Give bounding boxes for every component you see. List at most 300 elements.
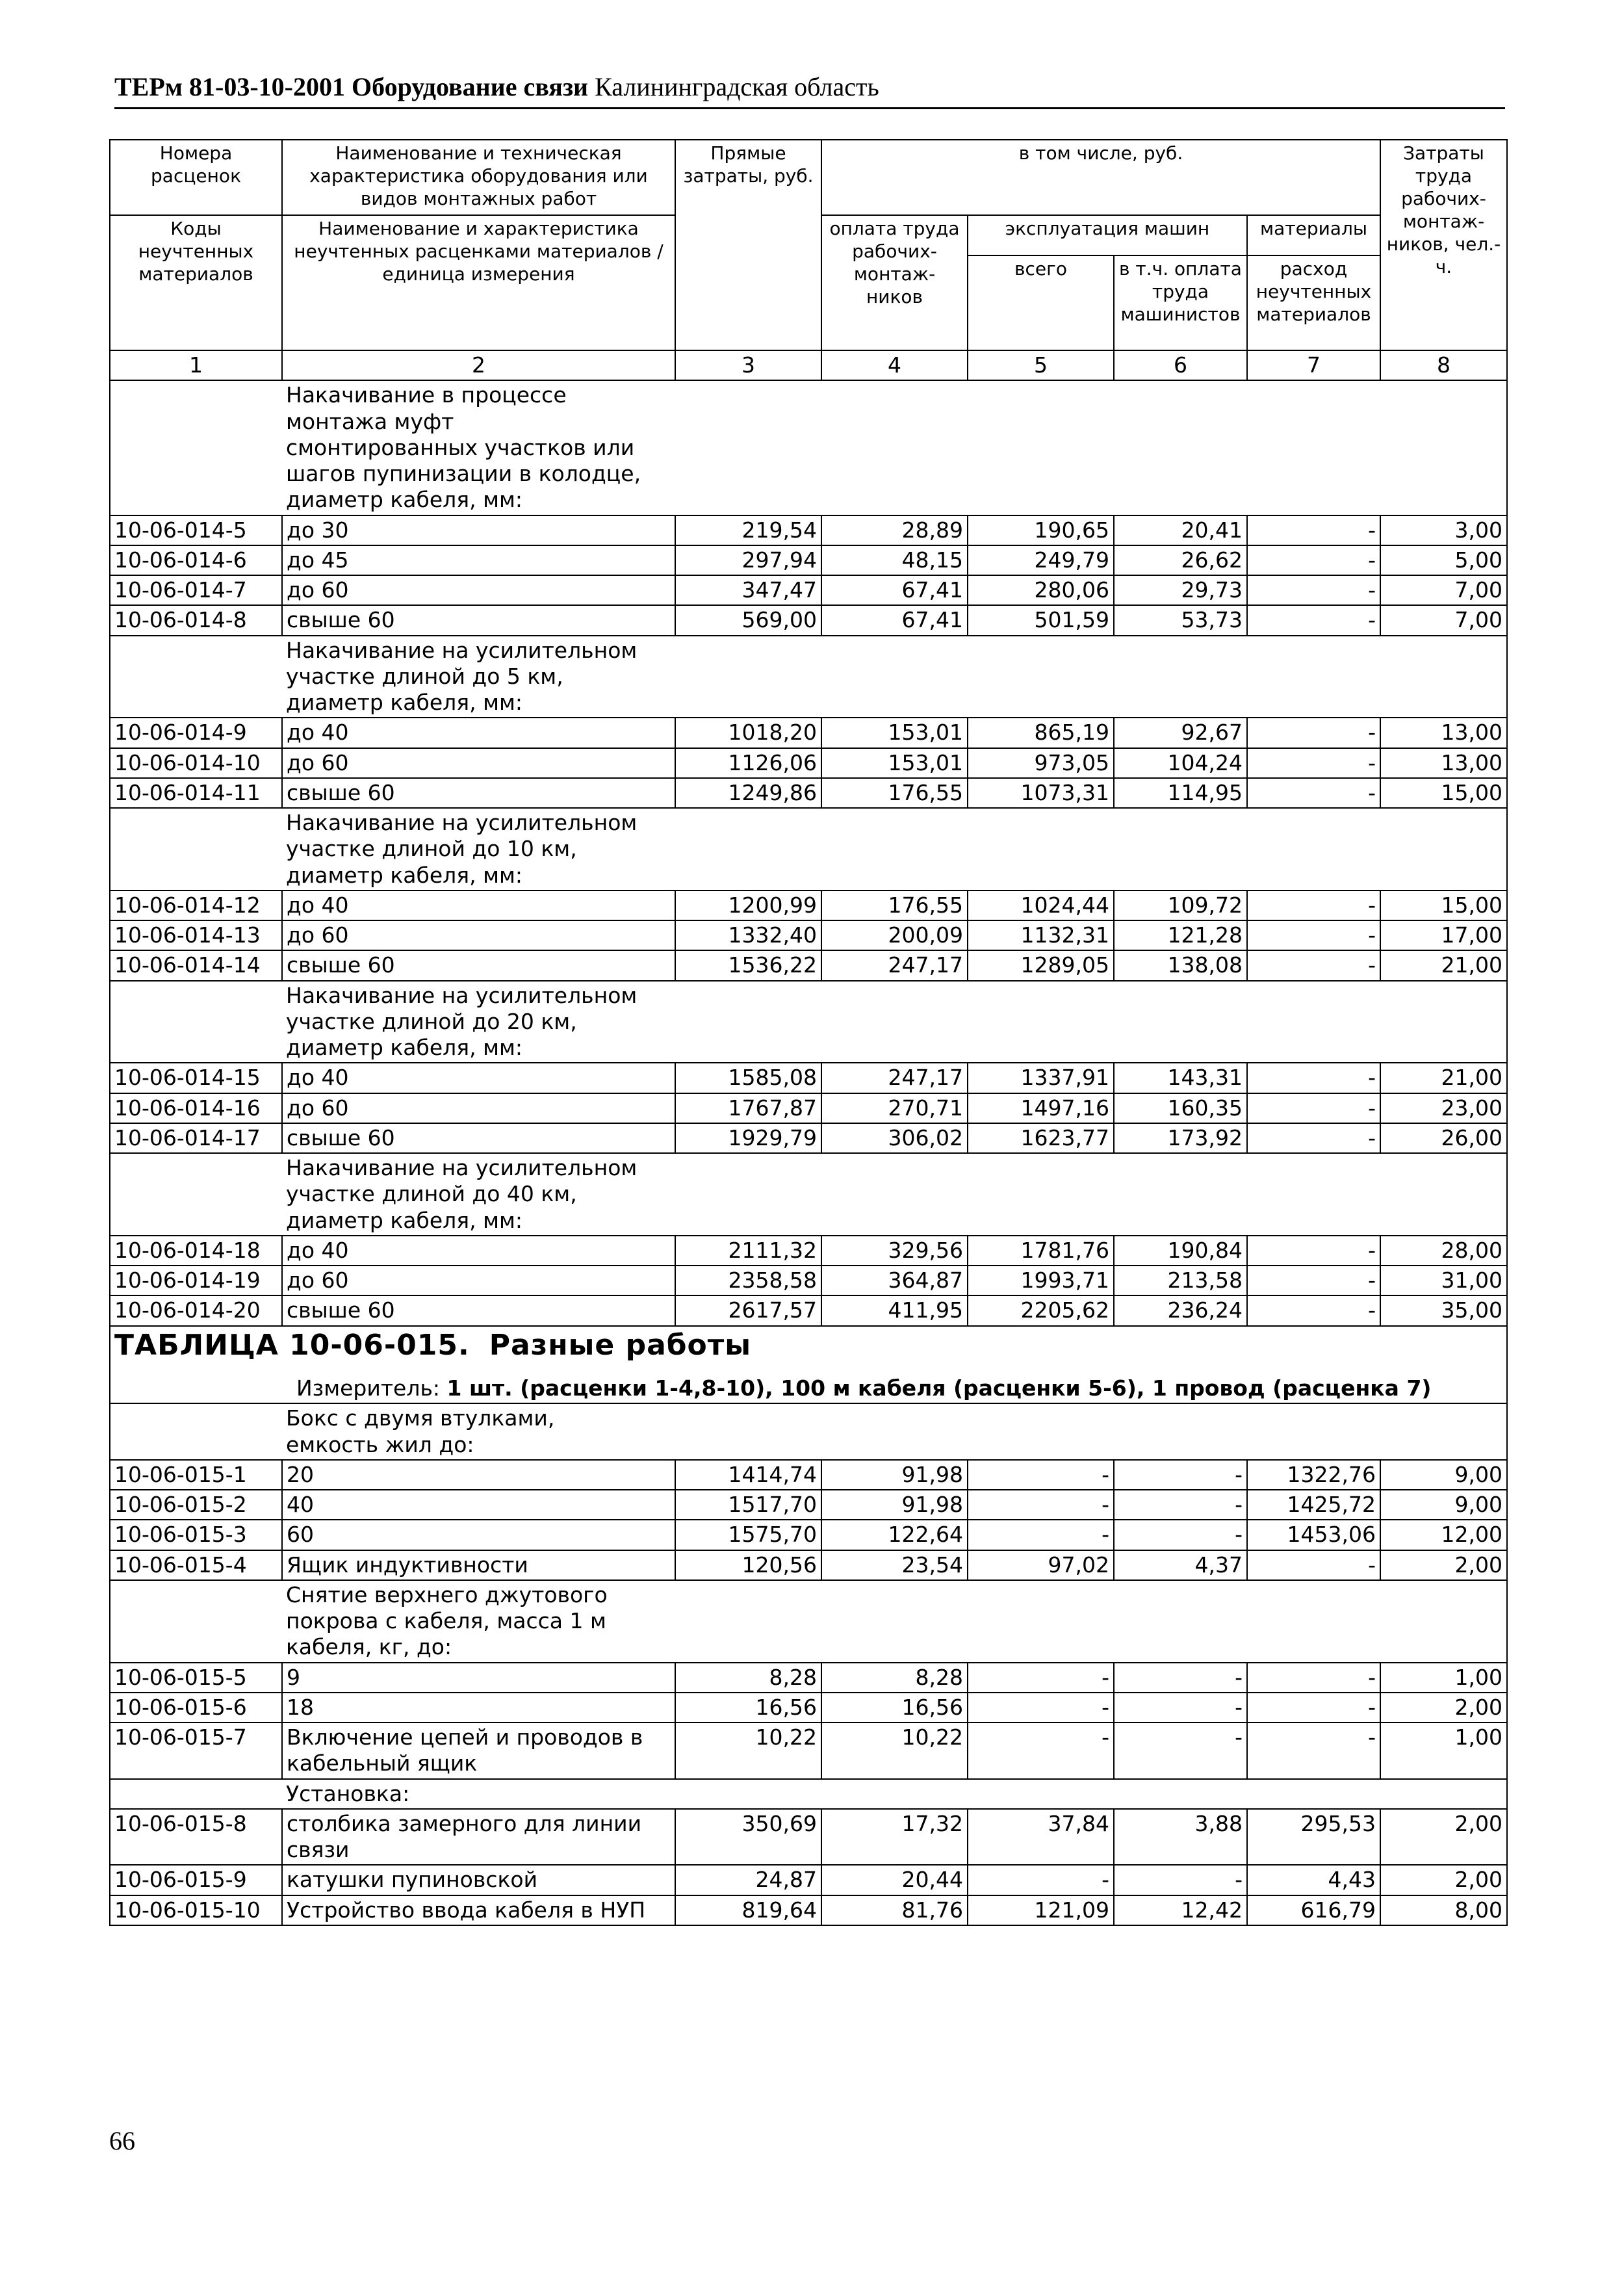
rate-code-cell: 10-06-014-7 — [110, 575, 282, 605]
labor-pay-cell: 91,98 — [821, 1490, 968, 1520]
work-name-cell: до 40 — [282, 1236, 675, 1266]
group-title — [282, 1779, 1507, 1809]
machinist-pay-cell: 20,41 — [1114, 515, 1247, 545]
machinist-pay-cell: 29,73 — [1114, 575, 1247, 605]
labor-pay-cell: 329,56 — [821, 1236, 968, 1266]
labor-hours-cell: 31,00 — [1380, 1266, 1507, 1295]
group-title-row — [110, 1403, 1507, 1460]
direct-costs-cell: 347,47 — [675, 575, 821, 605]
labor-hours-cell: 21,00 — [1380, 950, 1507, 980]
work-name-cell: свыше 60 — [282, 605, 675, 635]
machinist-pay-cell: 92,67 — [1114, 718, 1247, 748]
document-code: ТЕРм 81-03-10-2001 Оборудование связи — [114, 72, 589, 101]
labor-hours-cell: 23,00 — [1380, 1093, 1507, 1123]
table-row — [110, 1722, 1507, 1779]
rate-code-cell: 10-06-014-18 — [110, 1236, 282, 1266]
machinist-pay-cell: - — [1114, 1520, 1247, 1550]
table-row — [110, 1266, 1507, 1295]
table-title-row — [110, 1326, 1507, 1404]
rate-code-cell: 10-06-015-7 — [110, 1722, 282, 1779]
measure-text: 1 шт. (расценки 1-4,8-10), 100 м кабеля (расценки 5-6), 1 провод (расценка 7) — [446, 1375, 1432, 1401]
work-name-cell: 9 — [282, 1663, 675, 1693]
labor-hours-cell: 7,00 — [1380, 575, 1507, 605]
rate-code-cell: 10-06-014-20 — [110, 1295, 282, 1325]
direct-costs-cell: 1767,87 — [675, 1093, 821, 1123]
machines-total-cell: 1993,71 — [968, 1266, 1114, 1295]
machinist-pay-cell: 190,84 — [1114, 1236, 1247, 1266]
table-row — [110, 778, 1507, 808]
labor-pay-cell: 176,55 — [821, 890, 968, 920]
group-title-row — [110, 1779, 1507, 1809]
rate-code-cell: 10-06-014-17 — [110, 1123, 282, 1153]
materials-cell: - — [1247, 1093, 1380, 1123]
column-number: 7 — [1247, 350, 1380, 380]
rate-code-cell: 10-06-015-1 — [110, 1460, 282, 1490]
work-name-cell: до 60 — [282, 1266, 675, 1295]
group-title — [282, 380, 1507, 515]
machines-total-cell: 1289,05 — [968, 950, 1114, 980]
work-name-cell: до 60 — [282, 1093, 675, 1123]
group-title-row — [110, 380, 1507, 515]
group-spacer-cell — [110, 636, 282, 718]
machines-total-cell: 190,65 — [968, 515, 1114, 545]
machines-total-cell: - — [968, 1490, 1114, 1520]
labor-hours-cell: 12,00 — [1380, 1520, 1507, 1550]
labor-hours-cell: 2,00 — [1380, 1693, 1507, 1722]
header-codes-unaccounted: Коды неучтенных материалов — [110, 215, 282, 350]
group-title-row — [110, 1153, 1507, 1236]
work-name-cell: свыше 60 — [282, 950, 675, 980]
table-row — [110, 920, 1507, 950]
group-spacer-cell — [110, 981, 282, 1063]
labor-hours-cell: 1,00 — [1380, 1722, 1507, 1779]
machines-total-cell: - — [968, 1460, 1114, 1490]
direct-costs-cell: 2358,58 — [675, 1266, 821, 1295]
direct-costs-cell: 219,54 — [675, 515, 821, 545]
machinist-pay-cell: 26,62 — [1114, 545, 1247, 575]
materials-cell: - — [1247, 545, 1380, 575]
machines-total-cell: 501,59 — [968, 605, 1114, 635]
materials-cell: - — [1247, 1123, 1380, 1153]
machinist-pay-cell: - — [1114, 1865, 1247, 1895]
labor-hours-cell: 1,00 — [1380, 1663, 1507, 1693]
labor-pay-cell: 200,09 — [821, 920, 968, 950]
measure-label: Измеритель: — [296, 1375, 441, 1401]
table-row — [110, 1093, 1507, 1123]
direct-costs-cell: 1018,20 — [675, 718, 821, 748]
rate-code-cell: 10-06-015-5 — [110, 1663, 282, 1693]
work-name-cell: Устройство ввода кабеля в НУП — [282, 1895, 675, 1925]
direct-costs-cell: 1929,79 — [675, 1123, 821, 1153]
measure-line — [114, 1375, 1502, 1401]
group-title — [282, 981, 1507, 1063]
machines-total-cell: 1781,76 — [968, 1236, 1114, 1266]
machinist-pay-cell: 4,37 — [1114, 1550, 1247, 1580]
work-name-cell: до 40 — [282, 718, 675, 748]
table-row — [110, 1490, 1507, 1520]
materials-cell: 1322,76 — [1247, 1460, 1380, 1490]
materials-cell: 295,53 — [1247, 1809, 1380, 1866]
work-name-cell: до 45 — [282, 545, 675, 575]
labor-hours-cell: 21,00 — [1380, 1063, 1507, 1093]
group-title — [282, 1403, 1507, 1460]
group-title-text: Снятие верхнего джутового покрова с кабеля, масса 1 м кабеля, кг, до: — [286, 1581, 608, 1660]
group-spacer-cell — [110, 1153, 282, 1236]
work-name-cell: свыше 60 — [282, 778, 675, 808]
rate-code-cell: 10-06-014-10 — [110, 748, 282, 778]
work-name-cell: до 60 — [282, 748, 675, 778]
direct-costs-cell: 1536,22 — [675, 950, 821, 980]
machinist-pay-cell: 213,58 — [1114, 1266, 1247, 1295]
group-title-text: Накачивание на усилительном участке длиной до 5 км, диаметр кабеля, мм: — [286, 637, 638, 715]
direct-costs-cell: 350,69 — [675, 1809, 821, 1866]
group-spacer-cell — [110, 808, 282, 890]
labor-pay-cell: 23,54 — [821, 1550, 968, 1580]
machinist-pay-cell: - — [1114, 1460, 1247, 1490]
labor-hours-cell: 13,00 — [1380, 718, 1507, 748]
machines-total-cell: 280,06 — [968, 575, 1114, 605]
machinist-pay-cell: - — [1114, 1490, 1247, 1520]
machinist-pay-cell: 173,92 — [1114, 1123, 1247, 1153]
materials-cell: - — [1247, 1236, 1380, 1266]
column-number: 1 — [110, 350, 282, 380]
machinist-pay-cell: 104,24 — [1114, 748, 1247, 778]
machinist-pay-cell: 109,72 — [1114, 890, 1247, 920]
table-row — [110, 1895, 1507, 1925]
direct-costs-cell: 1517,70 — [675, 1490, 821, 1520]
header-rate-numbers: Номера расценок — [110, 140, 282, 215]
machines-total-cell: - — [968, 1663, 1114, 1693]
machinist-pay-cell: - — [1114, 1722, 1247, 1779]
labor-pay-cell: 10,22 — [821, 1722, 968, 1779]
rate-code-cell: 10-06-014-14 — [110, 950, 282, 980]
work-name-cell: свыше 60 — [282, 1295, 675, 1325]
table-title — [114, 1328, 1502, 1363]
header-materials: материалы — [1247, 215, 1380, 255]
region-name: Калининградская область — [595, 72, 879, 101]
rate-code-cell: 10-06-014-15 — [110, 1063, 282, 1093]
column-number: 3 — [675, 350, 821, 380]
machines-total-cell: 1132,31 — [968, 920, 1114, 950]
table-row — [110, 718, 1507, 748]
work-name-cell: свыше 60 — [282, 1123, 675, 1153]
materials-cell: 1425,72 — [1247, 1490, 1380, 1520]
work-name-cell: 18 — [282, 1693, 675, 1722]
group-spacer-cell — [110, 1403, 282, 1460]
work-name-cell: до 60 — [282, 575, 675, 605]
table-title-name: Разные работы — [489, 1328, 752, 1362]
direct-costs-cell: 1575,70 — [675, 1520, 821, 1550]
column-numbers-row — [110, 350, 1507, 380]
labor-pay-cell: 411,95 — [821, 1295, 968, 1325]
labor-pay-cell: 364,87 — [821, 1266, 968, 1295]
group-title — [282, 636, 1507, 718]
labor-pay-cell: 81,76 — [821, 1895, 968, 1925]
labor-hours-cell: 2,00 — [1380, 1809, 1507, 1866]
rate-code-cell: 10-06-015-10 — [110, 1895, 282, 1925]
machines-total-cell: 37,84 — [968, 1809, 1114, 1866]
rate-code-cell: 10-06-014-6 — [110, 545, 282, 575]
rates-table-body — [110, 140, 1507, 1925]
direct-costs-cell: 297,94 — [675, 545, 821, 575]
labor-pay-cell: 270,71 — [821, 1093, 968, 1123]
labor-hours-cell: 5,00 — [1380, 545, 1507, 575]
direct-costs-cell: 2617,57 — [675, 1295, 821, 1325]
group-title-text: Накачивание на усилительном участке длиной до 10 км, диаметр кабеля, мм: — [286, 810, 638, 888]
table-row — [110, 950, 1507, 980]
rate-code-cell: 10-06-014-16 — [110, 1093, 282, 1123]
materials-cell: - — [1247, 920, 1380, 950]
work-name-cell: до 40 — [282, 890, 675, 920]
group-title-row — [110, 1580, 1507, 1663]
work-name-cell: 60 — [282, 1520, 675, 1550]
labor-hours-cell: 7,00 — [1380, 605, 1507, 635]
direct-costs-cell: 819,64 — [675, 1895, 821, 1925]
machines-total-cell: - — [968, 1693, 1114, 1722]
machines-total-cell: 1497,16 — [968, 1093, 1114, 1123]
labor-hours-cell: 17,00 — [1380, 920, 1507, 950]
machines-total-cell: 865,19 — [968, 718, 1114, 748]
rate-code-cell: 10-06-014-8 — [110, 605, 282, 635]
direct-costs-cell: 1585,08 — [675, 1063, 821, 1093]
labor-hours-cell: 15,00 — [1380, 778, 1507, 808]
labor-hours-cell: 2,00 — [1380, 1550, 1507, 1580]
rate-code-cell: 10-06-015-8 — [110, 1809, 282, 1866]
direct-costs-cell: 120,56 — [675, 1550, 821, 1580]
direct-costs-cell: 8,28 — [675, 1663, 821, 1693]
direct-costs-cell: 1332,40 — [675, 920, 821, 950]
direct-costs-cell: 16,56 — [675, 1693, 821, 1722]
header-including: в том числе, руб. — [821, 140, 1380, 215]
table-row — [110, 1063, 1507, 1093]
materials-cell: - — [1247, 950, 1380, 980]
work-name-cell: столбика замерного для линии связи — [282, 1809, 675, 1866]
materials-cell: - — [1247, 718, 1380, 748]
machines-total-cell: 2205,62 — [968, 1295, 1114, 1325]
machinist-pay-cell: - — [1114, 1693, 1247, 1722]
direct-costs-cell: 1126,06 — [675, 748, 821, 778]
labor-pay-cell: 122,64 — [821, 1520, 968, 1550]
rate-code-cell: 10-06-014-13 — [110, 920, 282, 950]
group-title — [282, 1153, 1507, 1236]
machines-total-cell: - — [968, 1520, 1114, 1550]
rate-code-cell: 10-06-014-9 — [110, 718, 282, 748]
column-number: 6 — [1114, 350, 1247, 380]
labor-hours-cell: 13,00 — [1380, 748, 1507, 778]
materials-cell: 1453,06 — [1247, 1520, 1380, 1550]
table-row — [110, 575, 1507, 605]
labor-hours-cell: 28,00 — [1380, 1236, 1507, 1266]
table-row — [110, 1809, 1507, 1866]
work-name-cell: до 30 — [282, 515, 675, 545]
header-machine-operation: эксплуатация машин — [968, 215, 1247, 255]
machinist-pay-cell: 121,28 — [1114, 920, 1247, 950]
labor-hours-cell: 35,00 — [1380, 1295, 1507, 1325]
materials-cell: - — [1247, 1266, 1380, 1295]
table-row — [110, 1693, 1507, 1722]
work-name-cell: 40 — [282, 1490, 675, 1520]
materials-cell: 616,79 — [1247, 1895, 1380, 1925]
table-row — [110, 1123, 1507, 1153]
group-spacer-cell — [110, 1779, 282, 1809]
labor-pay-cell: 153,01 — [821, 718, 968, 748]
table-row — [110, 605, 1507, 635]
header-name-tech: Наименование и техническая характеристика оборудования или видов монтажных работ — [282, 140, 675, 215]
machines-total-cell: 121,09 — [968, 1895, 1114, 1925]
table-title-code: ТАБЛИЦА 10-06-015. — [114, 1328, 470, 1362]
group-title-row — [110, 636, 1507, 718]
table-row — [110, 1865, 1507, 1895]
machinist-pay-cell: 138,08 — [1114, 950, 1247, 980]
table-row — [110, 545, 1507, 575]
work-name-cell: Включение цепей и проводов в кабельный ящик — [282, 1722, 675, 1779]
rate-code-cell: 10-06-015-2 — [110, 1490, 282, 1520]
machinist-pay-cell: 114,95 — [1114, 778, 1247, 808]
group-title-text: Накачивание на усилительном участке длиной до 20 км, диаметр кабеля, мм: — [286, 982, 638, 1060]
materials-cell: 4,43 — [1247, 1865, 1380, 1895]
work-name-cell: до 60 — [282, 920, 675, 950]
machines-total-cell: - — [968, 1722, 1114, 1779]
direct-costs-cell: 569,00 — [675, 605, 821, 635]
rate-code-cell: 10-06-015-9 — [110, 1865, 282, 1895]
direct-costs-cell: 1249,86 — [675, 778, 821, 808]
machinist-pay-cell: 236,24 — [1114, 1295, 1247, 1325]
table-row — [110, 1236, 1507, 1266]
materials-cell: - — [1247, 515, 1380, 545]
machines-total-cell: 973,05 — [968, 748, 1114, 778]
header-row-1 — [110, 140, 1507, 215]
machines-total-cell: 1337,91 — [968, 1063, 1114, 1093]
table-row — [110, 1663, 1507, 1693]
labor-pay-cell: 176,55 — [821, 778, 968, 808]
labor-pay-cell: 17,32 — [821, 1809, 968, 1866]
materials-cell: - — [1247, 1722, 1380, 1779]
rate-code-cell: 10-06-015-4 — [110, 1550, 282, 1580]
rate-code-cell: 10-06-014-19 — [110, 1266, 282, 1295]
machinist-pay-cell: 12,42 — [1114, 1895, 1247, 1925]
header-labor-costs: Затраты труда рабочих-монтаж-ников, чел.-ч. — [1380, 140, 1507, 350]
materials-cell: - — [1247, 1663, 1380, 1693]
column-number: 2 — [282, 350, 675, 380]
labor-hours-cell: 26,00 — [1380, 1123, 1507, 1153]
header-unaccounted-consumption: расход неучтенных материалов — [1247, 255, 1380, 350]
labor-hours-cell: 3,00 — [1380, 515, 1507, 545]
labor-hours-cell: 8,00 — [1380, 1895, 1507, 1925]
header-total: всего — [968, 255, 1114, 350]
direct-costs-cell: 2111,32 — [675, 1236, 821, 1266]
rate-code-cell: 10-06-015-3 — [110, 1520, 282, 1550]
machinist-pay-cell: - — [1114, 1663, 1247, 1693]
group-title — [282, 1580, 1507, 1663]
group-spacer-cell — [110, 380, 282, 515]
rate-code-cell: 10-06-014-11 — [110, 778, 282, 808]
table-row — [110, 890, 1507, 920]
column-number: 4 — [821, 350, 968, 380]
table-row — [110, 1295, 1507, 1325]
group-spacer-cell — [110, 1580, 282, 1663]
direct-costs-cell: 1200,99 — [675, 890, 821, 920]
machinist-pay-cell: 143,31 — [1114, 1063, 1247, 1093]
table-row — [110, 1520, 1507, 1550]
machinist-pay-cell: 53,73 — [1114, 605, 1247, 635]
labor-pay-cell: 153,01 — [821, 748, 968, 778]
rate-code-cell: 10-06-014-12 — [110, 890, 282, 920]
page-header — [114, 72, 1505, 102]
labor-pay-cell: 20,44 — [821, 1865, 968, 1895]
work-name-cell: Ящик индуктивности — [282, 1550, 675, 1580]
labor-pay-cell: 28,89 — [821, 515, 968, 545]
header-rule — [114, 107, 1505, 109]
table-row — [110, 1460, 1507, 1490]
labor-hours-cell: 2,00 — [1380, 1865, 1507, 1895]
group-title-text: Установка: — [286, 1780, 410, 1806]
rates-table — [109, 139, 1508, 1926]
labor-hours-cell: 9,00 — [1380, 1490, 1507, 1520]
machines-total-cell: 1623,77 — [968, 1123, 1114, 1153]
work-name-cell: до 40 — [282, 1063, 675, 1093]
materials-cell: - — [1247, 748, 1380, 778]
materials-cell: - — [1247, 778, 1380, 808]
work-name-cell: катушки пупиновской — [282, 1865, 675, 1895]
labor-hours-cell: 15,00 — [1380, 890, 1507, 920]
group-title-text: Бокс с двумя втулками, емкость жил до: — [286, 1405, 555, 1457]
labor-pay-cell: 48,15 — [821, 545, 968, 575]
labor-pay-cell: 306,02 — [821, 1123, 968, 1153]
machines-total-cell: - — [968, 1865, 1114, 1895]
materials-cell: - — [1247, 1063, 1380, 1093]
group-title-row — [110, 981, 1507, 1063]
materials-cell: - — [1247, 890, 1380, 920]
machinist-pay-cell: 160,35 — [1114, 1093, 1247, 1123]
header-machinist-pay: в т.ч. оплата труда машинистов — [1114, 255, 1247, 350]
rate-code-cell: 10-06-015-6 — [110, 1693, 282, 1722]
column-number: 5 — [968, 350, 1114, 380]
machines-total-cell: 249,79 — [968, 545, 1114, 575]
group-title-row — [110, 808, 1507, 890]
materials-cell: - — [1247, 575, 1380, 605]
machinist-pay-cell: 3,88 — [1114, 1809, 1247, 1866]
header-direct-costs: Прямые затраты, руб. — [675, 140, 821, 350]
machines-total-cell: 1073,31 — [968, 778, 1114, 808]
labor-pay-cell: 247,17 — [821, 950, 968, 980]
materials-cell: - — [1247, 1693, 1380, 1722]
rate-code-cell: 10-06-014-5 — [110, 515, 282, 545]
direct-costs-cell: 1414,74 — [675, 1460, 821, 1490]
header-labor-pay: оплата труда рабочих-монтаж-ников — [821, 215, 968, 350]
header-name-unaccounted: Наименование и характеристика неучтенных расценками материалов / единица измерения — [282, 215, 675, 350]
materials-cell: - — [1247, 605, 1380, 635]
materials-cell: - — [1247, 1550, 1380, 1580]
table-row — [110, 1550, 1507, 1580]
column-number: 8 — [1380, 350, 1507, 380]
direct-costs-cell: 24,87 — [675, 1865, 821, 1895]
work-name-cell: 20 — [282, 1460, 675, 1490]
table-row — [110, 515, 1507, 545]
materials-cell: - — [1247, 1295, 1380, 1325]
group-title-text: Накачивание на усилительном участке длиной до 40 км, диаметр кабеля, мм: — [286, 1155, 638, 1233]
labor-hours-cell: 9,00 — [1380, 1460, 1507, 1490]
machines-total-cell: 1024,44 — [968, 890, 1114, 920]
labor-pay-cell: 16,56 — [821, 1693, 968, 1722]
labor-pay-cell: 67,41 — [821, 605, 968, 635]
labor-pay-cell: 247,17 — [821, 1063, 968, 1093]
direct-costs-cell: 10,22 — [675, 1722, 821, 1779]
group-title — [282, 808, 1507, 890]
page-number: 66 — [109, 2126, 135, 2155]
labor-pay-cell: 8,28 — [821, 1663, 968, 1693]
table-row — [110, 748, 1507, 778]
labor-pay-cell: 91,98 — [821, 1460, 968, 1490]
